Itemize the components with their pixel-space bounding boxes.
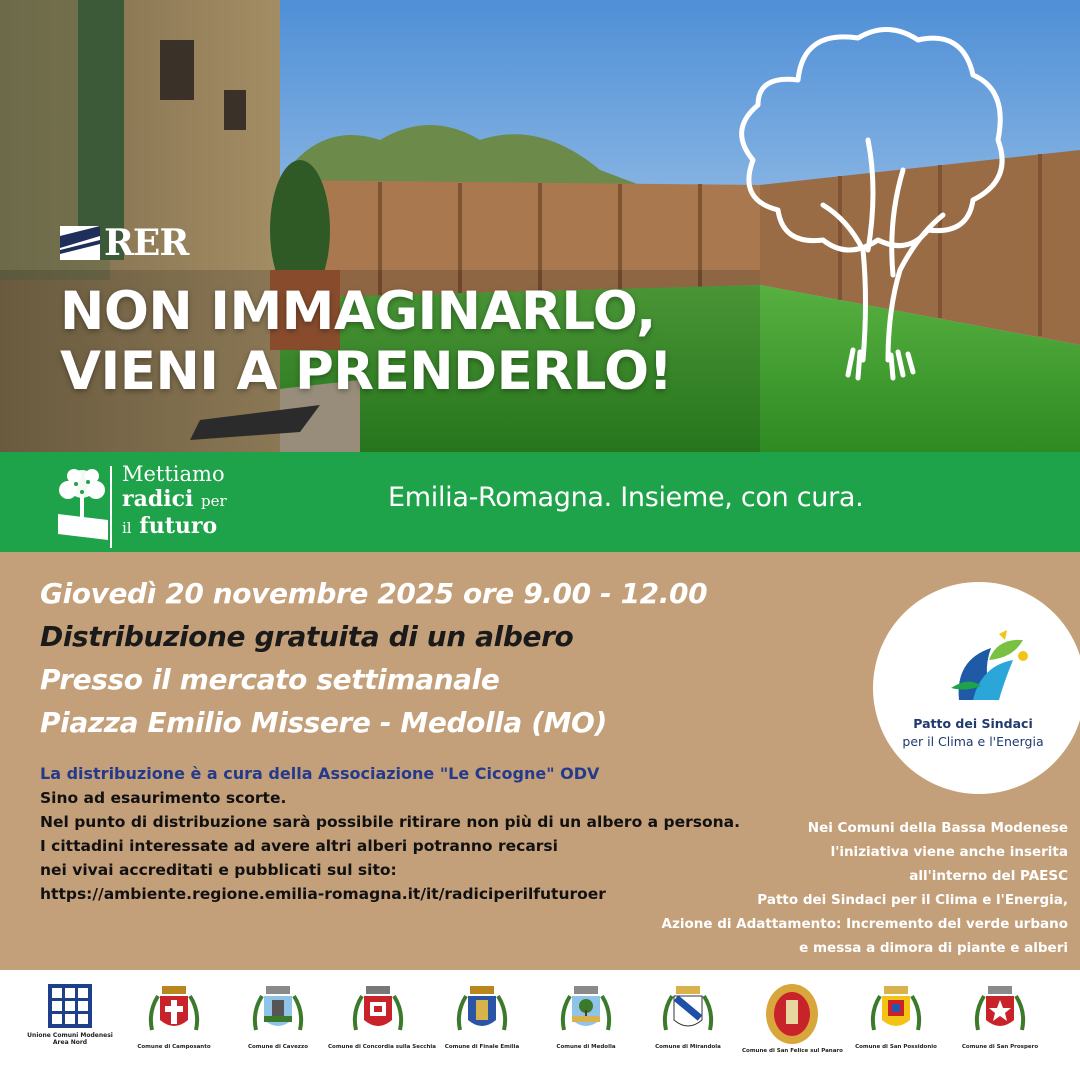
crest-san-prospero (950, 982, 1050, 1050)
rer-logo-text: RER (104, 222, 189, 264)
crest-medolla (536, 982, 636, 1050)
crest-camposanto (124, 982, 224, 1050)
paesc-line: e messa a dimora di piante e alberi (799, 940, 1068, 956)
crest-san-felice (742, 982, 842, 1054)
details-line-1: Sino ad esaurimento scorte. (40, 789, 287, 807)
paesc-line: Nei Comuni della Bassa Modenese (807, 820, 1068, 836)
paesc-line: Patto dei Sindaci per il Clima e l'Energia, (757, 892, 1068, 908)
camposanto-crest-icon (144, 982, 204, 1042)
municipality-name: Comune di Medolla (556, 1044, 616, 1050)
paesc-line: l'iniziativa viene anche inserita (830, 844, 1068, 860)
brand-line-3 (122, 514, 227, 541)
brand-line-2 (122, 487, 227, 514)
union-name: Unione Comuni Modenesi Area Nord (27, 1032, 113, 1046)
municipality-name: Comune di Concordia sulla Secchia (328, 1044, 436, 1050)
patto-leaf-icon (951, 630, 1031, 705)
brand-radici: radici (122, 486, 194, 512)
event-details (40, 762, 740, 906)
hero-photo (0, 0, 1080, 452)
municipality-name: Comune di Mirandola (655, 1044, 721, 1050)
headline-line-1: NON IMMAGINARLO, (60, 281, 656, 342)
mirandola-crest-icon (658, 982, 718, 1042)
website-link[interactable]: https://ambiente.regione.emilia-romagna.it/it/radiciperilfuturoer (40, 885, 606, 903)
municipality-name: Comune di Finale Emilia (444, 1044, 520, 1050)
medolla-crest-icon (556, 982, 616, 1042)
event-place-2: Piazza Emilio Missere - Medolla (MO) (40, 706, 607, 739)
finale-emilia-crest-icon (452, 982, 512, 1042)
patto-title: Patto dei Sindaci (913, 716, 1033, 731)
municipalities-strip (0, 970, 1080, 1080)
tagline: Emilia-Romagna. Insieme, con cura. (388, 482, 864, 513)
rer-flag-icon (60, 226, 100, 260)
brand-futuro: futuro (139, 513, 218, 539)
rer-logo (60, 222, 188, 264)
crest-finale-emilia (432, 982, 532, 1050)
san-prospero-crest-icon (970, 982, 1030, 1042)
headline (60, 282, 672, 402)
crest-san-possidonio (846, 982, 946, 1050)
patto-subtitle: per il Clima e l'Energia (902, 734, 1044, 749)
details-line-3: I cittadini interessate ad avere altri alberi potranno recarsi (40, 837, 558, 855)
campaign-band (0, 452, 1080, 552)
paesc-note (662, 816, 1068, 960)
details-line-4: nei vivai accreditati e pubblicati sul sito: (40, 861, 397, 879)
municipality-name: Comune di Camposanto (137, 1044, 211, 1050)
organizer-note: La distribuzione è a cura della Associazione "Le Cicogne" ODV (40, 764, 600, 783)
event-info-section (0, 552, 1080, 970)
municipality-name: Comune di Cavezzo (247, 1044, 308, 1050)
event-place-1: Presso il mercato settimanale (40, 663, 500, 696)
municipality-name: Comune di San Felice sul Panaro (742, 1048, 843, 1054)
band-divider (110, 466, 112, 548)
event-date-time: Giovedì 20 novembre 2025 ore 9.00 - 12.00 (40, 577, 708, 610)
event-block (40, 572, 707, 744)
campaign-brand (122, 462, 227, 541)
paesc-line: all'interno del PAESC (909, 868, 1068, 884)
tree-outline-icon (728, 20, 1013, 395)
cavezzo-crest-icon (248, 982, 308, 1042)
crest-mirandola (638, 982, 738, 1050)
union-logo (20, 982, 120, 1046)
brand-per: per (201, 492, 227, 510)
concordia-crest-icon (348, 982, 408, 1042)
tree-campaign-icon (52, 462, 114, 542)
crest-concordia (328, 982, 436, 1050)
san-possidonio-crest-icon (866, 982, 926, 1042)
municipality-name: Comune di San Prospero (961, 1044, 1039, 1050)
union-crest-icon (46, 982, 94, 1030)
municipality-name: Comune di San Possidonio (855, 1044, 937, 1050)
patto-sindaci-logo (873, 582, 1080, 794)
crest-cavezzo (228, 982, 328, 1050)
brand-line-1: Mettiamo (122, 462, 225, 486)
event-title: Distribuzione gratuita di un albero (40, 620, 574, 653)
brand-il: il (122, 519, 132, 537)
details-line-2: Nel punto di distribuzione sarà possibile ritirare non più di un albero a persona. (40, 813, 740, 831)
headline-line-2: VIENI A PRENDERLO! (60, 341, 673, 402)
san-felice-crest-icon (762, 982, 822, 1046)
paesc-line: Azione di Adattamento: Incremento del verde urbano (661, 916, 1068, 932)
